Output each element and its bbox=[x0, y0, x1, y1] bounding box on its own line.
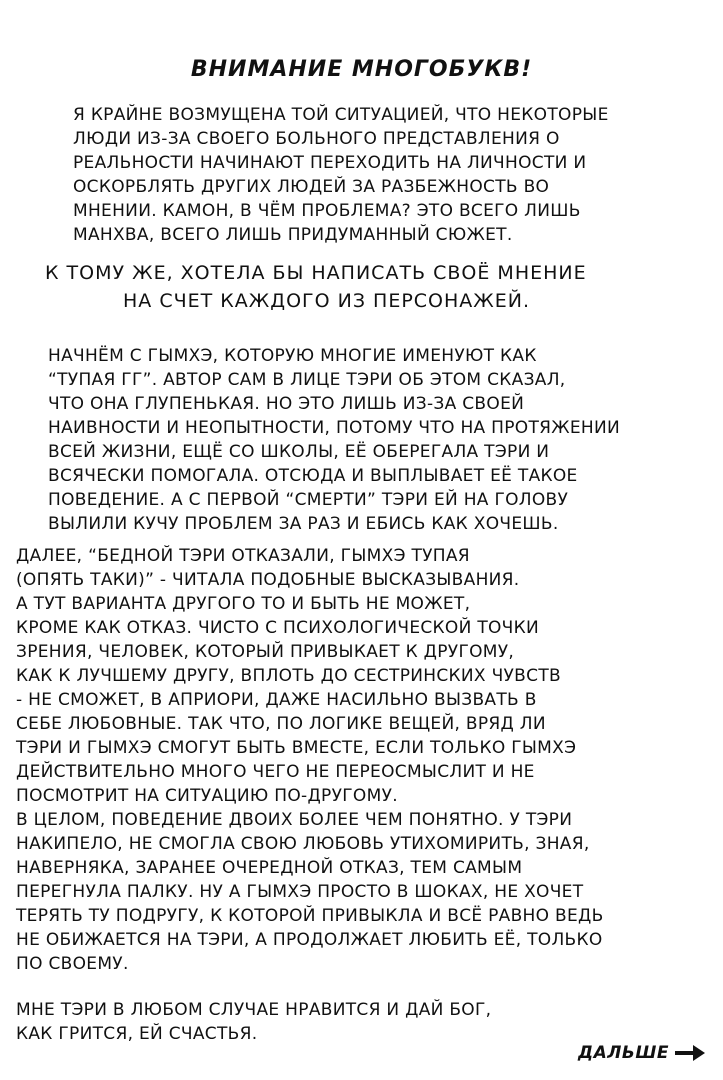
text-line: А ТУТ ВАРИАНТА ДРУГОГО ТО И БЫТЬ НЕ МОЖЕТ, bbox=[16, 594, 471, 614]
text-line: МАНХВА, ВСЕГО ЛИШЬ ПРИДУМАННЫЙ СЮЖЕТ. bbox=[73, 225, 513, 245]
text-line: (ОПЯТЬ ТАКИ)” - ЧИТАЛА ПОДОБНЫЕ ВЫСКАЗЫВАНИЯ. bbox=[16, 570, 520, 590]
text-line: В ЦЕЛОМ, ПОВЕДЕНИЕ ДВОИХ БОЛЕЕ ЧЕМ ПОНЯТНО. У ТЭРИ bbox=[16, 810, 573, 830]
next-page-link[interactable] bbox=[578, 1043, 707, 1063]
text-line: МНЕНИИ. КАМОН, В ЧЁМ ПРОБЛЕМА? ЭТО ВСЕГО ЛИШЬ bbox=[73, 201, 581, 221]
text-line: ЛЮДИ ИЗ-ЗА СВОЕГО БОЛЬНОГО ПРЕДСТАВЛЕНИЯ О bbox=[73, 129, 560, 149]
text-line: ПЕРЕГНУЛА ПАЛКУ. НУ А ГЫМХЭ ПРОСТО В ШОКАХ, НЕ ХОЧЕТ bbox=[16, 882, 584, 902]
text-line: ВЫЛИЛИ КУЧУ ПРОБЛЕМ ЗА РАЗ И ЕБИСЬ КАК ХОЧЕШЬ. bbox=[48, 514, 559, 534]
text-line: К ТОМУ ЖЕ, ХОТЕЛА БЫ НАПИСАТЬ СВОЁ МНЕНИЕ bbox=[45, 262, 587, 284]
text-line: ДАЛЕЕ, “БЕДНОЙ ТЭРИ ОТКАЗАЛИ, ГЫМХЭ ТУПАЯ bbox=[16, 546, 470, 566]
text-line: КАК К ЛУЧШЕМУ ДРУГУ, ВПЛОТЬ ДО СЕСТРИНСКИХ ЧУВСТВ bbox=[16, 666, 561, 686]
text-line: НАКИПЕЛО, НЕ СМОГЛА СВОЮ ЛЮБОВЬ УТИХОМИРИТЬ, ЗНАЯ, bbox=[16, 834, 590, 854]
text-line: ВСЯЧЕСКИ ПОМОГАЛА. ОТСЮДА И ВЫПЛЫВАЕТ ЕЁ ТАКОЕ bbox=[48, 466, 578, 486]
page-title: ВНИМАНИЕ МНОГОБУКВ! bbox=[190, 57, 533, 82]
text-line: “ТУПАЯ ГГ”. АВТОР САМ В ЛИЦЕ ТЭРИ ОБ ЭТОМ СКАЗАЛ, bbox=[48, 370, 566, 390]
text-line: ТЭРИ И ГЫМХЭ СМОГУТ БЫТЬ ВМЕСТЕ, ЕСЛИ ТОЛЬКО ГЫМХЭ bbox=[16, 738, 577, 758]
text-line: ЧТО ОНА ГЛУПЕНЬКАЯ. НО ЭТО ЛИШЬ ИЗ-ЗА СВОЕЙ bbox=[48, 394, 525, 414]
text-line: МНЕ ТЭРИ В ЛЮБОМ СЛУЧАЕ НРАВИТСЯ И ДАЙ БОГ, bbox=[16, 1000, 492, 1020]
text-line: Я КРАЙНЕ ВОЗМУЩЕНА ТОЙ СИТУАЦИЕЙ, ЧТО НЕКОТОРЫЕ bbox=[73, 105, 609, 125]
text-line: ЗРЕНИЯ, ЧЕЛОВЕК, КОТОРЫЙ ПРИВЫКАЕТ К ДРУГОМУ, bbox=[16, 642, 515, 662]
next-label: ДАЛЬШЕ bbox=[578, 1043, 669, 1063]
text-line: СЕБЕ ЛЮБОВНЫЕ. ТАК ЧТО, ПО ЛОГИКЕ ВЕЩЕЙ, ВРЯД ЛИ bbox=[16, 714, 546, 734]
text-line: ДЕЙСТВИТЕЛЬНО МНОГО ЧЕГО НЕ ПЕРЕОСМЫСЛИТ И НЕ bbox=[16, 762, 535, 782]
text-line: КРОМЕ КАК ОТКАЗ. ЧИСТО С ПСИХОЛОГИЧЕСКОЙ ТОЧКИ bbox=[16, 618, 540, 638]
text-line: НАИВНОСТИ И НЕОПЫТНОСТИ, ПОТОМУ ЧТО НА ПРОТЯЖЕНИИ bbox=[48, 418, 621, 438]
text-line: ВСЕЙ ЖИЗНИ, ЕЩЁ СО ШКОЛЫ, ЕЁ ОБЕРЕГАЛА ТЭРИ И bbox=[48, 442, 550, 462]
text-line: НАВЕРНЯКА, ЗАРАНЕЕ ОЧЕРЕДНОЙ ОТКАЗ, ТЕМ САМЫМ bbox=[16, 858, 523, 878]
text-line: ТЕРЯТЬ ТУ ПОДРУГУ, К КОТОРОЙ ПРИВЫКЛА И ВСЁ РАВНО ВЕДЬ bbox=[16, 906, 604, 926]
text-line: КАК ГРИТСЯ, ЕЙ СЧАСТЬЯ. bbox=[16, 1024, 258, 1044]
text-line: - НЕ СМОЖЕТ, В АПРИОРИ, ДАЖЕ НАСИЛЬНО ВЫЗВАТЬ В bbox=[16, 690, 537, 710]
text-line: НАЧНЁМ С ГЫМХЭ, КОТОРУЮ МНОГИЕ ИМЕНУЮТ КАК bbox=[48, 346, 537, 366]
text-line: ПОВЕДЕНИЕ. А С ПЕРВОЙ “СМЕРТИ” ТЭРИ ЕЙ НА ГОЛОВУ bbox=[48, 490, 569, 510]
arrow-right-icon bbox=[673, 1043, 707, 1063]
text-line: ПОСМОТРИТ НА СИТУАЦИЮ ПО-ДРУГОМУ. bbox=[16, 786, 398, 806]
text-line: ПО СВОЕМУ. bbox=[16, 954, 129, 974]
text-line: НЕ ОБИЖАЕТСЯ НА ТЭРИ, А ПРОДОЛЖАЕТ ЛЮБИТЬ ЕЁ, ТОЛЬКО bbox=[16, 930, 603, 950]
text-line: НА СЧЕТ КАЖДОГО ИЗ ПЕРСОНАЖЕЙ. bbox=[123, 290, 531, 312]
text-line: ОСКОРБЛЯТЬ ДРУГИХ ЛЮДЕЙ ЗА РАЗБЕЖНОСТЬ ВО bbox=[73, 177, 550, 197]
text-line: РЕАЛЬНОСТИ НАЧИНАЮТ ПЕРЕХОДИТЬ НА ЛИЧНОСТИ И bbox=[73, 153, 587, 173]
